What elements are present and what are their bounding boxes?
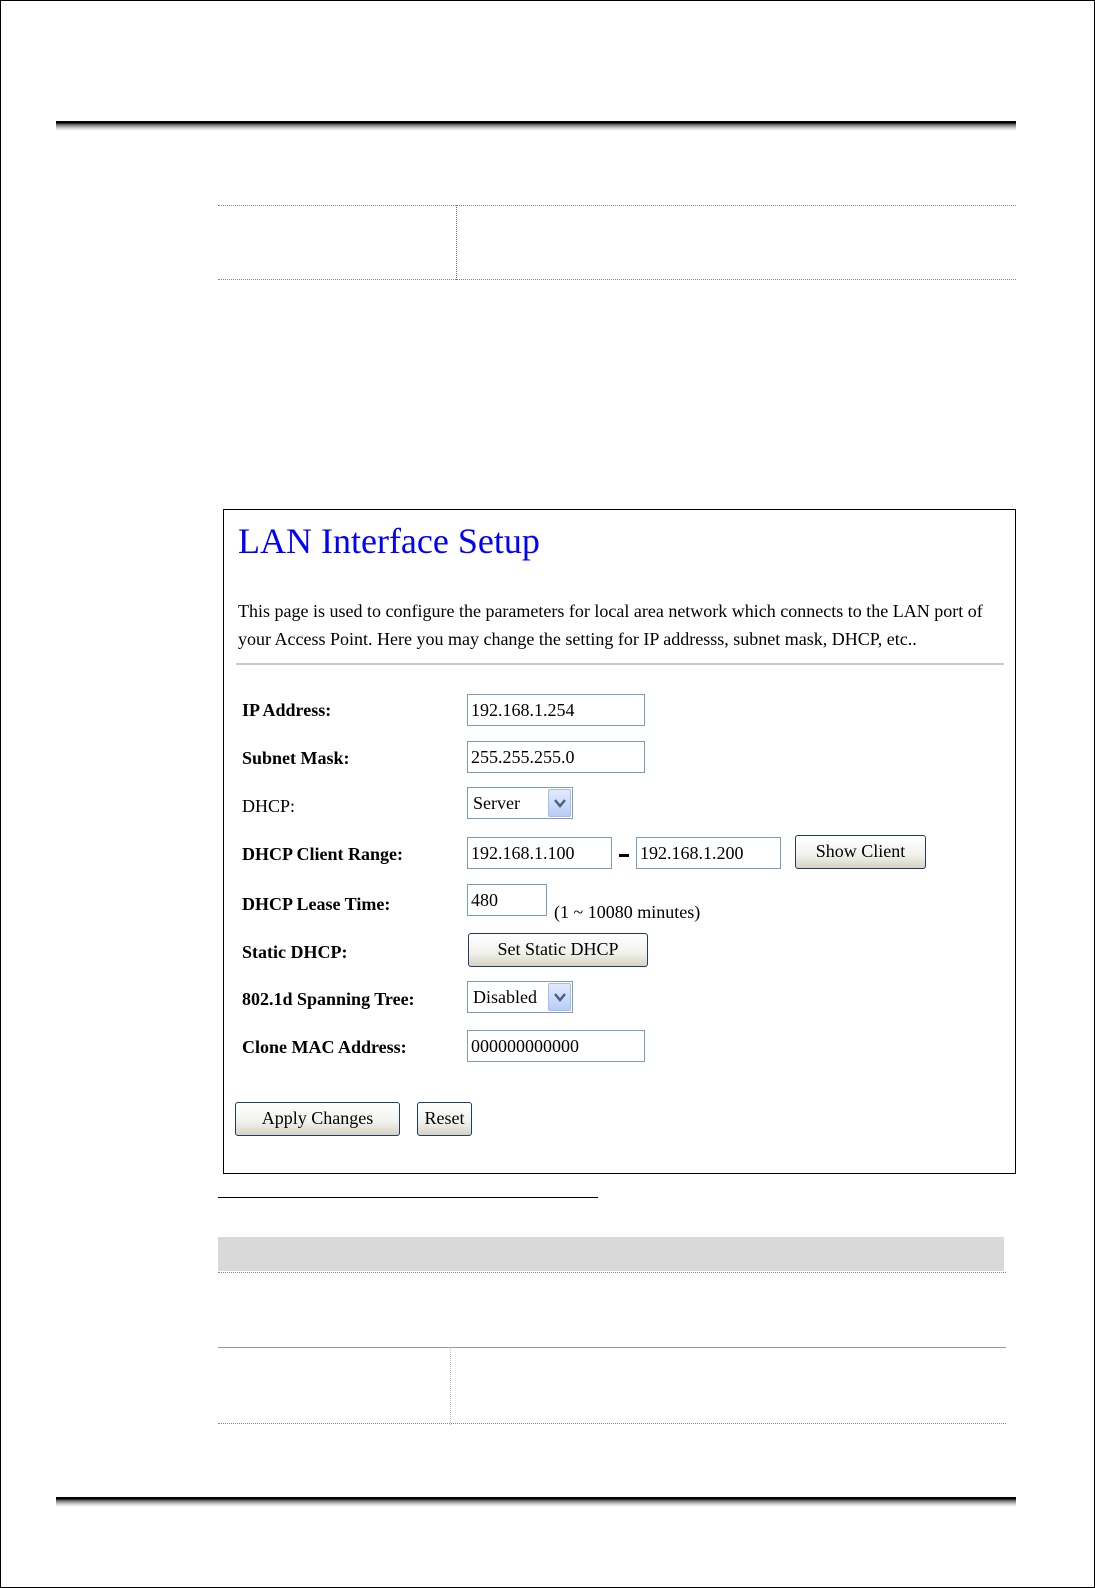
chevron-down-icon[interactable] [548,983,571,1011]
bottom-table-row-divider [218,1347,1006,1348]
bottom-table-header-border [218,1272,1006,1273]
dhcp-select[interactable] [467,787,573,819]
page-description: This page is used to configure the parameters for local area network which connects to the LAN port of your Access Point. Here you may change the setting for IP addresss, subnet mask, DHCP, etc.. [238,601,983,649]
dhcp-label: DHCP: [242,796,296,816]
top-table-column-divider [456,205,457,280]
set-static-dhcp-button[interactable]: Set Static DHCP [468,933,648,967]
spanning-tree-select-value: Disabled [473,987,537,1007]
divider [236,663,1004,665]
header-rule [56,121,1016,131]
spanning-tree-select[interactable] [467,981,573,1013]
top-table-top-border [218,205,1016,206]
spanning-tree-label: 802.1d Spanning Tree: [242,989,415,1009]
static-dhcp-label: Static DHCP: [242,942,348,962]
subnet-mask-label: Subnet Mask: [242,748,350,768]
top-table [218,205,1016,280]
caption-underline [218,1197,598,1198]
clone-mac-input[interactable]: 000000000000 [467,1030,645,1062]
dhcp-range-end-input[interactable]: 192.168.1.200 [636,837,781,869]
dhcp-client-range-label: DHCP Client Range: [242,844,403,864]
bottom-table [218,1237,1006,1425]
lease-time-hint: (1 ~ 10080 minutes) [554,902,701,922]
reset-button[interactable]: Reset [417,1102,472,1136]
range-separator [619,854,629,857]
dhcp-select-value: Server [473,793,520,813]
apply-changes-button[interactable]: Apply Changes [235,1102,400,1136]
footer-rule [56,1497,1016,1507]
ip-address-input[interactable]: 192.168.1.254 [467,694,645,726]
top-table-bottom-border [218,279,1016,280]
bottom-table-column-divider [450,1347,451,1425]
clone-mac-address-label: Clone MAC Address: [242,1037,407,1057]
subnet-mask-input[interactable]: 255.255.255.0 [467,741,645,773]
dhcp-range-start-input[interactable]: 192.168.1.100 [467,837,612,869]
bottom-table-bottom-border [218,1423,1006,1424]
lan-interface-setup-screenshot [223,509,1016,1174]
lease-time-input[interactable]: 480 [467,884,547,916]
chevron-down-icon[interactable] [548,789,571,817]
bottom-table-header [218,1237,1004,1271]
dhcp-lease-time-label: DHCP Lease Time: [242,894,391,914]
ip-address-label: IP Address: [242,700,332,720]
page-title: LAN Interface Setup [238,521,540,561]
show-client-button[interactable]: Show Client [795,835,926,869]
